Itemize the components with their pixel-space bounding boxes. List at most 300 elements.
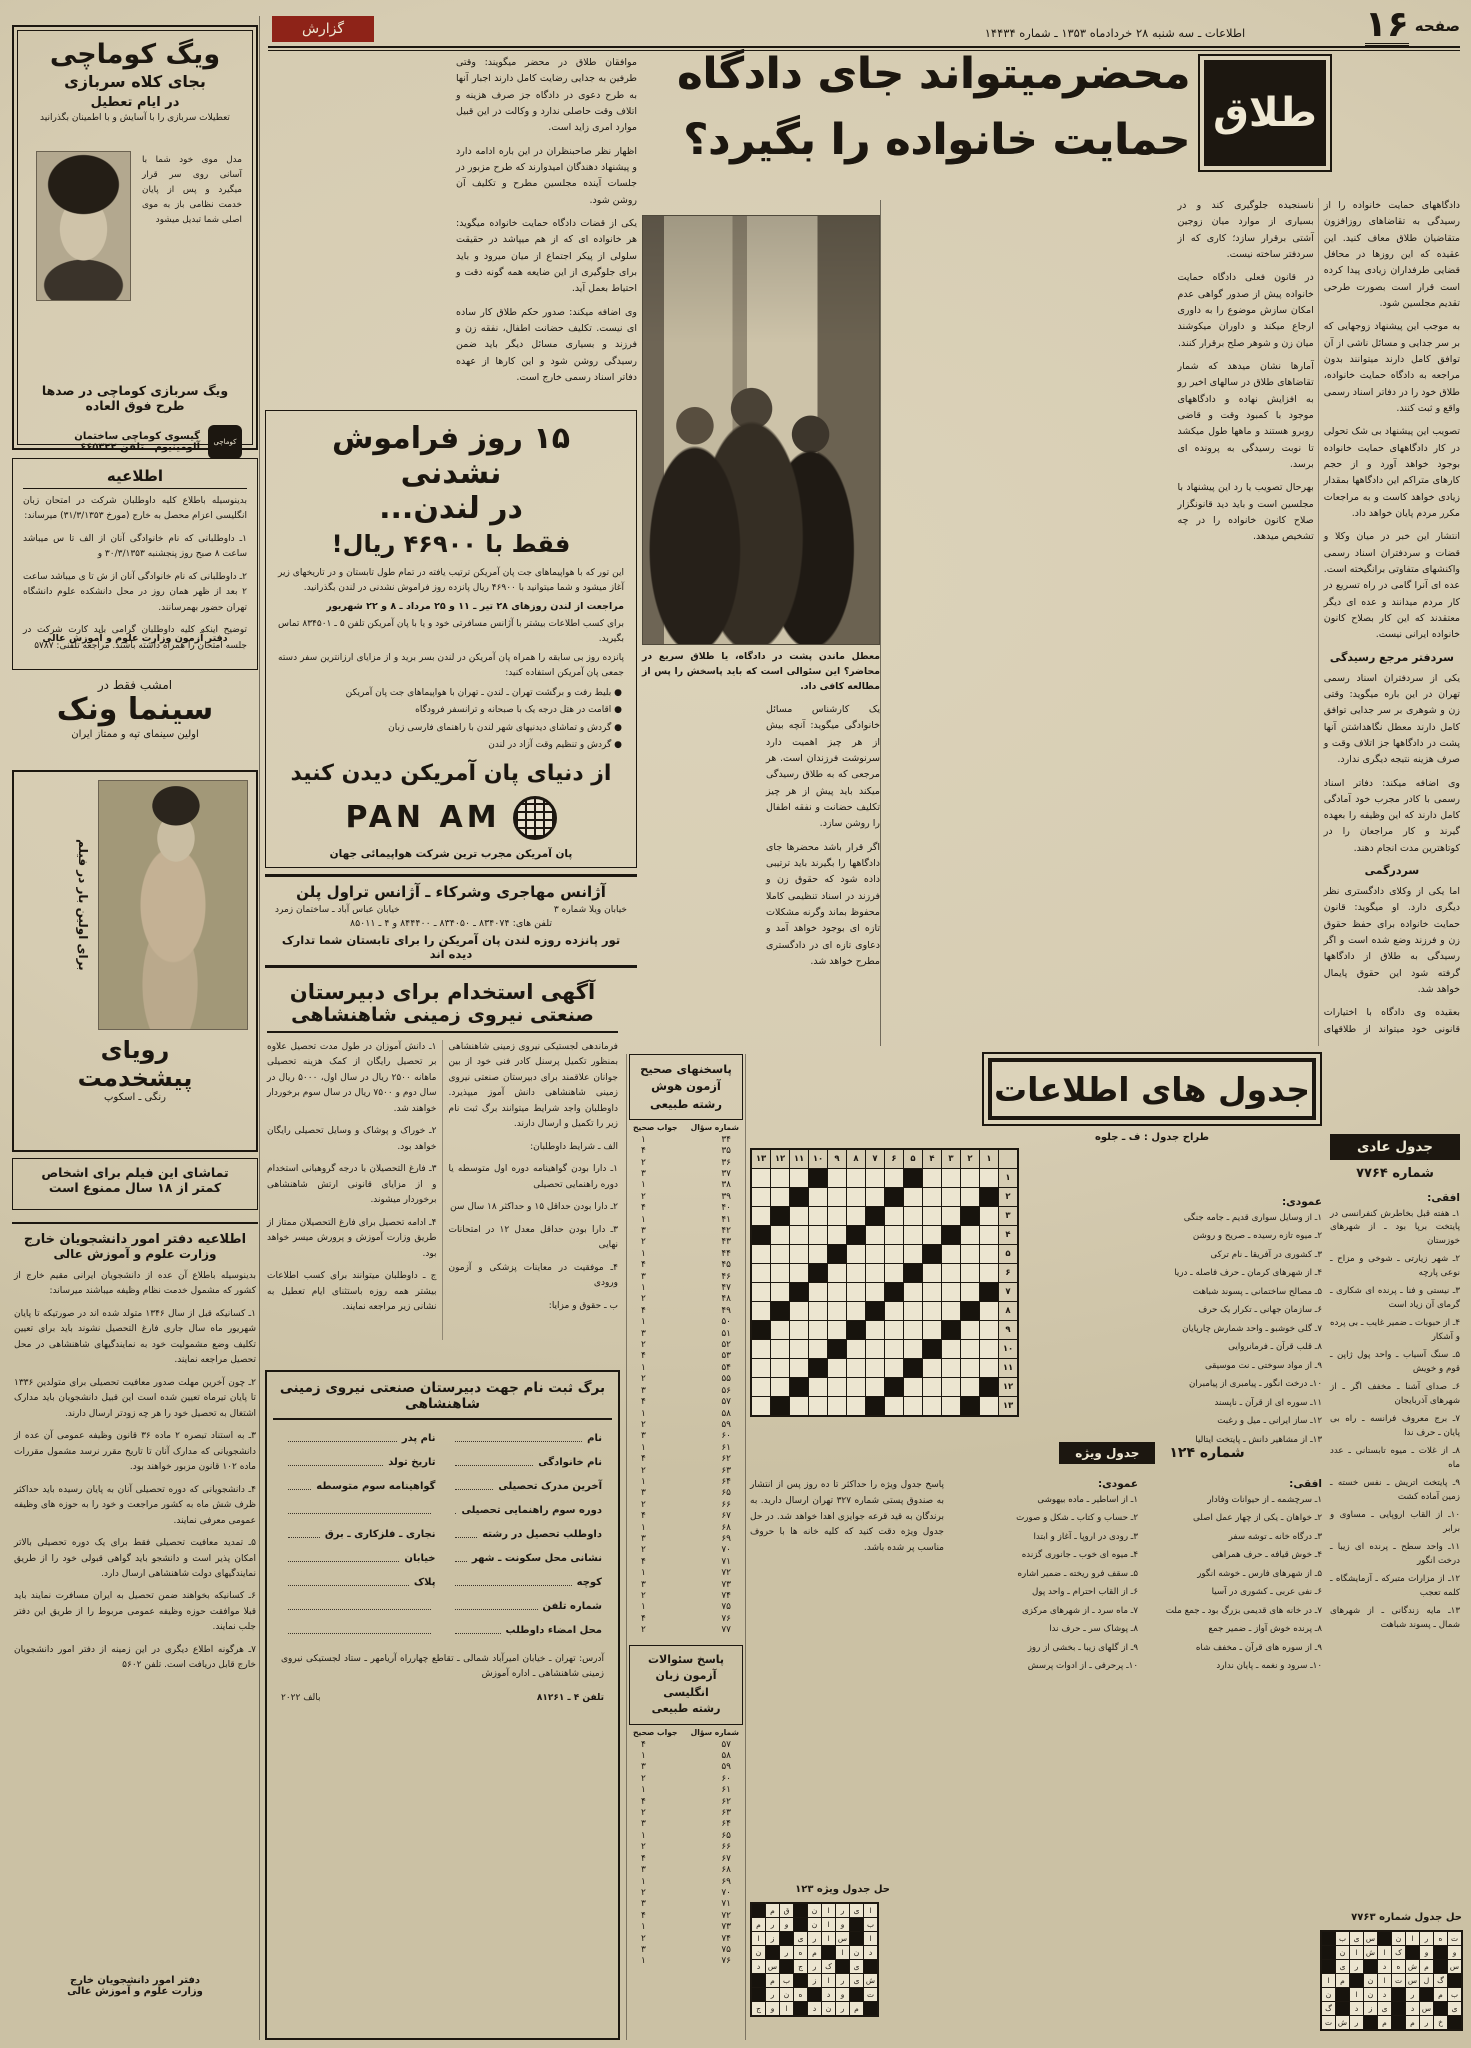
grid-number: ۵ <box>999 1245 1017 1263</box>
notice-paragraph: ۷ـ هرگونه اطلاع دیگری در این زمینه از دفتر امور دانشجویان خارج قابل دریافت است. تلفن ۵۶۰۲ <box>14 1644 256 1671</box>
special-solution-grid <box>750 1902 879 2017</box>
form-field: داوطلب تحصیل در رشته <box>450 1529 603 1540</box>
grid-cell <box>942 1283 960 1301</box>
notice-paragraph: ب ـ حقوق و مزایا: <box>548 1300 618 1311</box>
grid-cell: ر <box>1350 2016 1363 2029</box>
grid-cell <box>961 1340 979 1358</box>
photo-caption: معطل ماندن پشت در دادگاه، یا طلاق سریع در محاضر؟ این سئوالی است که باید پاسخش را پس از مطالعه کافی داد. <box>642 651 880 692</box>
crossword-clue: ۱۰ـ از القاب اروپایی ـ مساوی و برابر <box>1330 1510 1460 1534</box>
answer-key-row: ۶۵ ۱ <box>641 1830 731 1841</box>
grid-cell: ا <box>1350 1988 1363 2001</box>
grid-cell <box>866 1321 884 1339</box>
answer-key-row: ۶۴ ۳ <box>641 1819 731 1830</box>
black-cell <box>771 1302 789 1320</box>
grid-cell <box>771 1169 789 1187</box>
answer-key-row: ۶۹ ۳ <box>641 1533 731 1544</box>
grid-cell: و <box>780 1918 793 1931</box>
black-cell <box>904 1264 922 1282</box>
grid-cell: ا <box>1322 1974 1335 1987</box>
panam-headline2: در لندن... <box>379 491 523 526</box>
grid-cell: ی <box>850 1904 863 1917</box>
grid-number: ۳ <box>999 1207 1017 1225</box>
grid-number: ۱۳ <box>999 1397 1017 1415</box>
black-cell <box>780 1960 793 1973</box>
black-cell <box>885 1188 903 1206</box>
grid-cell: ن <box>780 1988 793 2001</box>
answer-key-row: ۷۵ ۱ <box>641 1602 731 1613</box>
recruitment-title1: آگهی استخدام برای دبیرستان <box>289 980 596 1004</box>
form-field <box>283 1505 436 1516</box>
crossword-clue: ۱۳ـ مایه زندگانی ـ از شهرهای شمال ـ پسوند شباهت <box>1330 1606 1460 1630</box>
header-rule-top <box>268 46 1460 48</box>
black-cell <box>1448 2016 1461 2029</box>
black-cell <box>752 1321 770 1339</box>
grid-cell <box>961 1245 979 1263</box>
black-cell <box>1434 1946 1447 1959</box>
answer-key-row: ۶۷ ۴ <box>641 1511 731 1522</box>
grid-cell: ی <box>1336 1960 1349 1973</box>
grid-cell <box>752 1397 770 1415</box>
grid-cell <box>923 1359 941 1377</box>
down-clues-title: عمودی: <box>1281 1196 1322 1208</box>
grid-cell: گ <box>1434 1974 1447 1987</box>
grid-cell: ز <box>1364 2002 1377 2015</box>
wig-ad-title: ویگ کوماچی <box>49 39 221 70</box>
grid-cell: ا <box>822 1904 835 1917</box>
grid-cell <box>942 1302 960 1320</box>
grid-cell <box>961 1264 979 1282</box>
exam-notice-title: اطلاعیه <box>23 467 247 489</box>
grid-cell: ا <box>1350 1946 1363 1959</box>
form-fields <box>273 1433 612 1636</box>
black-cell <box>942 1321 960 1339</box>
grid-cell <box>866 1245 884 1263</box>
grid-cell: ش <box>1337 2018 1348 2027</box>
grid-cell <box>904 1321 922 1339</box>
photo-column-divider <box>880 200 881 1046</box>
answer-key-row: ۶۶ ۲ <box>641 1842 731 1853</box>
grid-cell <box>866 1340 884 1358</box>
grid-cell <box>752 1283 770 1301</box>
article-subhead: سردرگمی <box>1364 864 1420 878</box>
question-number-label2: شماره سؤال <box>690 1727 739 1737</box>
grid-cell: د <box>864 1946 877 1959</box>
form-row <box>283 1577 602 1588</box>
grid-number: ۷ <box>999 1283 1017 1301</box>
grid-number: ۱۳ <box>752 1150 770 1168</box>
grid-cell <box>847 1264 865 1282</box>
english-answers-header-line3: رشته طبیعی <box>651 1702 721 1716</box>
article-columns-top-left <box>265 55 637 403</box>
cinema-ad-line2: اولین سینمای تپه و ممتاز ایران <box>71 729 199 740</box>
article-paragraph: بهرحال تصویب یا رد این پیشنهاد با مجلسین است و باید دید قانونگزار صلاح کانون خانواده را در چه تشخیص میدهد. <box>1177 482 1314 543</box>
wig-model-photo <box>36 151 131 301</box>
report-badge: گزارش <box>272 16 374 42</box>
iq-answers-header-line1: پاسخنهای صحیح <box>640 1062 732 1076</box>
grid-number: ۱ <box>999 1169 1017 1187</box>
grid-cell: ی <box>850 1974 863 1987</box>
grid-cell <box>980 1302 998 1320</box>
answer-key-row: ۵۷ ۴ <box>641 1739 731 1750</box>
grid-cell <box>752 1264 770 1282</box>
grid-cell: س <box>1365 1934 1376 1943</box>
answer-key-row: ۷۳ ۱ <box>641 1922 731 1933</box>
movie-tech-label: رنگی ـ اسکوپ <box>103 1092 167 1103</box>
grid-cell <box>923 1207 941 1225</box>
form-field: خیابان <box>283 1553 436 1564</box>
grid-cell: خ <box>1434 2016 1447 2029</box>
grid-cell <box>752 1302 770 1320</box>
left-rail-divider <box>259 16 260 2040</box>
movie-title-line1: رویای <box>100 1036 170 1064</box>
grid-cell <box>847 1397 865 1415</box>
crossword-clue: ۵ـ سنگ آسیاب ـ واحد پول ژاپن ـ قوم و خویش <box>1330 1350 1460 1374</box>
crossword-clue: ۷ـ ماه سرد ـ از شهرهای مرکزی <box>1021 1605 1138 1616</box>
black-cell <box>809 1264 827 1282</box>
grid-cell <box>828 1264 846 1282</box>
black-cell <box>809 1359 827 1377</box>
grid-cell <box>809 1378 827 1396</box>
article-paragraph: وی اضافه میکند: صدور حکم طلاق کار ساده ای نیست. تکلیف حضانت اطفال، نفقه زن و فرزند و بسیاری مسائل دیگر باید ضمن رسیدگی روشن شود و این کارها از عهده دفاتر اسناد رسمی خارج است. <box>456 306 637 383</box>
grid-cell: ی <box>794 1932 807 1945</box>
grid-cell <box>828 1397 846 1415</box>
grid-cell: ر <box>1406 1988 1419 2001</box>
grid-cell <box>961 1359 979 1377</box>
form-address-note: آدرس: تهران ـ خیابان امیرآباد شمالی ـ تقاطع چهارراه آریامهر ـ ستاد لجستیکی نیروی زمینی شاهنشاهی ـ اداره آموزش <box>281 1654 604 1680</box>
crossword-grid-7764 <box>750 1148 1019 1417</box>
grid-cell: ب <box>864 1918 877 1931</box>
grid-cell <box>809 1302 827 1320</box>
grid-number <box>999 1150 1017 1168</box>
grid-cell: ر <box>1420 1932 1433 1945</box>
grid-cell <box>828 1378 846 1396</box>
answer-key-row: ۶۹ ۱ <box>641 1876 731 1887</box>
grid-cell <box>980 1226 998 1244</box>
black-cell <box>847 1226 865 1244</box>
grid-number: ۲ <box>961 1150 979 1168</box>
grid-cell <box>942 1169 960 1187</box>
grid-cell: ر <box>766 1918 779 1931</box>
crossword-clue: ۴ـ میوه ای خوب ـ جانوری گزنده <box>1021 1550 1138 1561</box>
article-columns-main <box>885 198 1460 1046</box>
crossword-clue: ۶ـ از القاب احترام ـ واحد پول <box>1032 1587 1138 1598</box>
grid-cell: ش <box>1407 1962 1418 1971</box>
grid-cell: د <box>822 1988 835 2001</box>
black-cell <box>808 1988 821 2001</box>
grid-cell: م <box>1434 1988 1447 2001</box>
black-cell <box>790 1188 808 1206</box>
black-cell <box>794 2002 807 2015</box>
grid-cell: ن <box>808 1918 821 1931</box>
grid-cell <box>923 1188 941 1206</box>
english-answers-header-line2: آزمون زبان انگلیسی <box>655 1669 717 1699</box>
grid-number: ۱۱ <box>790 1150 808 1168</box>
article-paragraph: تصویب این پیشنهاد بی شک تحولی در کار دادگاههای حمایت خانواده بوجود خواهد آورد و از حجم کارهای متراکم این دادگاهها بمقدار زیادی خواهد کاست و به مراجعات مکرر مردم پایان خواهد داد. <box>1323 426 1460 519</box>
black-cell <box>1364 2016 1377 2029</box>
article-paragraph: وی اضافه میکند: دفاتر اسناد رسمی با کادر مجرب خود آمادگی کامل دارند که این وظیفه را بعهده گیرند و کار مراجعان را در کوتاهترین مدت انجام دهند. <box>1323 777 1460 854</box>
grid-cell <box>790 1226 808 1244</box>
black-cell <box>771 1207 789 1225</box>
grid-cell <box>885 1207 903 1225</box>
ad-bullet-item: ● اقامت در هتل درجه یک با صبحانه و ترانسفر فرودگاه <box>415 705 622 716</box>
answer-key-row: ۳۶ ۲ <box>641 1157 731 1168</box>
grid-cell <box>828 1169 846 1187</box>
grid-cell <box>866 1188 884 1206</box>
grid-cell <box>809 1283 827 1301</box>
crossword-clue: ۶ـ نفی عربی ـ کشوری در آسیا <box>1211 1587 1322 1598</box>
black-cell <box>794 1904 807 1917</box>
iq-answers-header-line3: رشته طبیعی <box>650 1096 722 1111</box>
black-cell <box>836 1960 849 1973</box>
grid-number: ۴ <box>923 1150 941 1168</box>
answer-key-row: ۴۶ ۳ <box>641 1271 731 1282</box>
form-field: شماره تلفن <box>450 1601 603 1612</box>
panam-tagline: پان آمریکن مجرب ترین شرکت هواپیمائی جهان <box>329 847 573 860</box>
puzzle-designer-credit: طراح جدول : ف ـ جلوه <box>1094 1132 1210 1143</box>
grid-cell <box>961 1321 979 1339</box>
black-cell <box>847 1321 865 1339</box>
crossword-clue: ۳ـ رودی در اروپا ـ آغاز و ابتدا <box>1033 1531 1138 1542</box>
grid-cell: ا <box>836 1946 849 1959</box>
grid-cell: ش <box>1365 1948 1376 1957</box>
grid-cell <box>752 1378 770 1396</box>
grid-cell <box>866 1378 884 1396</box>
travel-address2: خیابان عباس آباد ـ ساختمان زمرد <box>275 905 400 915</box>
grid-cell <box>866 1264 884 1282</box>
correct-answer-label: جواب صحیح <box>633 1122 678 1132</box>
grid-cell: ا <box>1378 1946 1391 1959</box>
grid-cell: د <box>808 2002 821 2015</box>
black-cell <box>794 1974 807 1987</box>
crossword-clue: ۲ـ خواهان ـ یکی از چهار عمل اصلی <box>1193 1513 1322 1524</box>
crossword-clue: ۴ـ خوش قیافه ـ حرف همراهی <box>1211 1550 1322 1561</box>
answer-key-row: ۷۴ ۲ <box>641 1933 731 1944</box>
grid-cell <box>771 1359 789 1377</box>
grid-number: ۱۲ <box>999 1378 1017 1396</box>
special-solution-label: حل جدول ویژه ۱۲۳ <box>795 1884 890 1895</box>
grid-cell <box>752 1169 770 1187</box>
black-cell <box>904 1169 922 1187</box>
grid-cell <box>790 1207 808 1225</box>
answer-key-row: ۵۹ ۲ <box>641 1419 731 1430</box>
answer-key-row: ۶۲ ۴ <box>641 1454 731 1465</box>
travel-title: آژانس مهاجری وشرکاء ـ آژانس تراول پلن <box>296 883 606 901</box>
crossword-clue: ۸ـ پرنده خوش آواز ـ ضمیر جمع <box>1208 1624 1322 1635</box>
notice-paragraph: ۲ـ داوطلبانی که نام خانوادگی آنان از ش تا ی میباشد ساعت ۲ بعد از ظهر همان روز در محل دانشکده علوم دانشگاه تهران حضور بهمرسانند. <box>23 571 247 613</box>
grid-cell <box>942 1188 960 1206</box>
black-cell <box>850 1932 863 1945</box>
grid-cell: ه <box>1434 1932 1447 1945</box>
answer-key-row: ۶۳ ۲ <box>641 1465 731 1476</box>
answer-key-row: ۳۹ ۲ <box>641 1191 731 1202</box>
grid-cell <box>771 1245 789 1263</box>
notice-paragraph: ۳ـ دارا بودن حداقل معدل ۱۲ در امتحانات نهایی <box>448 1224 618 1251</box>
answer-key-row: ۷۱ ۳ <box>641 1899 731 1910</box>
crossword-clue: ۳ـ کشوری در آفریقا ـ نام ترکی <box>1210 1249 1322 1260</box>
black-cell <box>885 1378 903 1396</box>
grid-cell <box>923 1321 941 1339</box>
grid-cell: م <box>752 1918 765 1931</box>
grid-cell: ی <box>1378 2002 1391 2015</box>
grid-cell <box>961 1283 979 1301</box>
ad-bullet-item: ● بلیط رفت و برگشت تهران ـ لندن ـ تهران با هواپیماهای جت پان آمریکن <box>345 688 622 699</box>
crossword-clue: ۵ـ مصالح ساختمانی ـ پسوند شباهت <box>1192 1286 1322 1297</box>
grid-number: ۷ <box>866 1150 884 1168</box>
students-notice-body <box>14 1269 256 1969</box>
crossword-clue: ۹ـ از گلهای زیبا ـ بخشی از روز <box>1027 1642 1138 1653</box>
grid-cell <box>942 1378 960 1396</box>
answer-key-row: ۷۶ ۴ <box>641 1613 731 1624</box>
notice-paragraph: توضیح اینکه کلیه داوطلبان گرامی باید کارت شرکت در جلسه امتحان را همراه داشته باشند. مراجعه تلفنی: ۵۷۸۷ <box>23 625 247 651</box>
grid-cell <box>809 1340 827 1358</box>
grid-cell <box>809 1397 827 1415</box>
grid-cell: م <box>766 1974 779 1987</box>
black-cell <box>766 1946 779 1959</box>
grid-cell <box>809 1188 827 1206</box>
grid-cell <box>828 1207 846 1225</box>
masthead-info: اطلاعات ـ سه شنبه ۲۸ خردادماه ۱۳۵۳ ـ شماره ۱۴۴۳۴ <box>984 26 1246 40</box>
wig-ad <box>12 25 258 453</box>
answer-key-row: ۷۲ ۴ <box>641 1910 731 1921</box>
form-field: کوچه <box>450 1577 603 1588</box>
article-paragraph: اگر قرار باشد محضرها جای دادگاهها را بگیرند باید ترتیبی داده شود که حقوق زن و فرزند در اسناد تنظیمی کاملا محفوظ بماند وگرنه مشکلات تازه ای بوجود خواهد آمد و دعاوی تازه ای در دادگستری مطرح خواهد شد. <box>766 841 880 967</box>
special-puzzle-number: شماره ۱۲۴ <box>1169 1445 1245 1461</box>
crossword-clue: ۳ـ درگاه خانه ـ توشه سفر <box>1228 1531 1322 1542</box>
grid-number: ۱ <box>980 1150 998 1168</box>
answer-key-row: ۶۲ ۴ <box>641 1796 731 1807</box>
black-cell <box>850 1988 863 2001</box>
wig-ad-sub3: تعطیلات سربازی را با آسایش و با اطمینان بگذرانید <box>40 113 230 123</box>
form-field: آخرین مدرک تحصیلی <box>450 1481 603 1492</box>
grid-cell: ا <box>1378 1974 1391 1987</box>
grid-number: ۱۲ <box>771 1150 789 1168</box>
grid-cell <box>942 1264 960 1282</box>
black-cell <box>864 1960 877 1973</box>
grid-cell: م <box>850 2002 863 2015</box>
notice-paragraph: ۴ـ ادامه تحصیل برای فارغ التحصیلان ممتاز از طریق وزارت آموزش و پرورش میسر خواهد بود. <box>267 1217 437 1259</box>
black-cell <box>809 1169 827 1187</box>
form-title: برگ ثبت نام جهت دبیرستان صنعتی نیروی زمینی شاهنشاهی <box>273 1380 612 1420</box>
panam-globe-icon <box>513 796 557 840</box>
grid-cell: ش <box>865 1976 876 1985</box>
article-paragraph: یک کارشناس مسائل خانوادگی میگوید: آنچه بیش از هر چیز اهمیت دارد سرنوشت فرزندان است. هر مرجعی که به طلاق رسیدگی میکند باید پیش از هر چیز تکلیف حضانت و نفقه اطفال را روشن سازد. <box>766 704 880 830</box>
grid-cell: ت <box>1448 1932 1461 1945</box>
grid-cell: ه <box>794 1946 807 1959</box>
grid-cell <box>942 1359 960 1377</box>
crossword-clue: ۱۱ـ سوره ای از قرآن ـ ناپسند <box>1214 1397 1322 1408</box>
grid-cell <box>771 1283 789 1301</box>
crossword-clue: ۱ـ سرچشمه ـ از حیوانات وفادار <box>1207 1495 1322 1505</box>
grid-cell <box>923 1169 941 1187</box>
black-cell <box>1350 1974 1363 1987</box>
answer-key-row: ۴۰ ۴ <box>641 1203 731 1214</box>
answer-key-row: ۵۴ ۱ <box>641 1362 731 1373</box>
black-cell <box>790 1283 808 1301</box>
grid-cell <box>961 1188 979 1206</box>
black-cell <box>1406 1946 1419 1959</box>
recruitment-ad <box>265 976 620 1364</box>
notice-paragraph: ۵ـ تمدید معافیت تحصیلی فقط برای یک دوره تحصیلی بالاتر امکان پذیر است و دانشجو باید گواهی قبولی خود را از طریق نمایندگیهای دولت شاهنشاهی ارسال دارد. <box>14 1538 256 1579</box>
form-field: نجاری ـ فلزکاری ـ برق <box>283 1529 436 1540</box>
wig-ad-slogan: ویگ سربازی کوماچی در صدها طرح فوق العاده <box>41 383 229 413</box>
black-cell <box>1434 2002 1447 2015</box>
grid-number: ۹ <box>999 1321 1017 1339</box>
grid-cell <box>790 1169 808 1187</box>
black-cell <box>864 2002 877 2015</box>
form-field: پلاک <box>283 1577 436 1588</box>
grid-cell: ت <box>1392 1974 1405 1987</box>
grid-cell <box>980 1169 998 1187</box>
grid-cell <box>809 1207 827 1225</box>
answer-key-row: ۷۰ ۲ <box>641 1545 731 1556</box>
black-cell <box>1434 1960 1447 1973</box>
grid-cell <box>847 1169 865 1187</box>
grid-cell <box>923 1264 941 1282</box>
grid-number: ۵ <box>904 1150 922 1168</box>
answer-key-row: ۶۳ ۲ <box>641 1808 731 1819</box>
grid-cell: و <box>836 1988 849 2001</box>
panam-body: این تور که با هواپیماهای جت پان آمریکن ترتیب یافته در تمام طول تابستان و در تاریخهای زیر آغاز میشود و شما میتوانید با ۴۶۹۰۰ ریال پانزده روز فراموش نشدنی در لندن بگذرانید. <box>278 568 624 593</box>
grid-cell: ا <box>780 2002 793 2015</box>
form-field: نام پدر <box>283 1433 436 1444</box>
notice-paragraph: ج ـ داوطلبان میتوانند برای کسب اطلاعات بیشتر همه روزه باستثنای ایام تعطیل به نشانی زیر مراجعه نمایند. <box>267 1271 437 1313</box>
article-paragraph: بعقیده وی دادگاه با اختیارات قانونی خود میتواند از طلاقهای ناسنجیده جلوگیری کند و در بسیاری از موارد میان زوجین آشتی برقرار سازد؛ کاری که از سردفتر ساخته نیست. <box>1177 200 1460 1035</box>
notice-paragraph: ۱ـ کسانیکه قبل از سال ۱۳۴۶ متولد شده اند در صورتیکه تا پایان شهریور ماه سال جاری فارغ التحصیل نشوند باید برای تعیین تکلیف وضع مشمولیت خود به نمایندگیهای شاهنشاهی در محل تحصیل مراجعه نمایند. <box>14 1308 257 1366</box>
answer-key-row: ۵۵ ۲ <box>641 1374 731 1385</box>
wig-ad-note: مدل موی خود شما با آسانی روی سر قرار میگیرد و پس از پایان خدمت نظامی باز به موی اصلی شما تبدیل میشود <box>142 155 242 225</box>
crossword-clue: ۱ـ از وسایل سواری قدیم ـ جامه جنگی <box>1183 1213 1322 1223</box>
answer-key-row: ۷۰ ۲ <box>641 1887 731 1898</box>
grid-cell: ی <box>1350 1932 1363 1945</box>
answer-key-row: ۳۸ ۱ <box>641 1180 731 1191</box>
crossword-clue: ۶ـ صدای آشنا ـ مخفف اگر ـ از شهرهای آذربایجان <box>1330 1382 1460 1406</box>
grid-cell <box>885 1340 903 1358</box>
cinema-ad-title: سینما ونک <box>56 692 214 727</box>
panam-logo-text: PAN AM <box>345 800 501 836</box>
page-label: صفحه <box>1414 17 1460 35</box>
grid-cell <box>847 1340 865 1358</box>
grid-cell: س <box>1407 1976 1418 1985</box>
answer-key-row: ۵۲ ۲ <box>641 1340 731 1351</box>
grid-cell <box>923 1226 941 1244</box>
grid-number: ۴ <box>999 1226 1017 1244</box>
grid-cell <box>847 1283 865 1301</box>
notice-paragraph: بدینوسیله باطلاع کلیه داوطلبان شرکت در امتحان زبان انگلیسی اعزام محصل به خارج (مورخ ۳۱/۳/۱۳۵۳) میرساند: <box>23 496 247 522</box>
grid-cell <box>923 1283 941 1301</box>
panam-schedule: مراجعت از لندن روزهای ۲۸ تیر ـ ۱۱ و ۲۵ مرداد ـ ۸ و ۲۲ شهریور <box>326 600 624 612</box>
crossword-clue: ۵ـ از شهرهای فارس ـ خوشه انگور <box>1197 1568 1322 1579</box>
form-field: تاریخ تولد <box>283 1457 436 1468</box>
crossword-clue: ۱۲ـ از مزارات متبرکه ـ آزمایشگاه ـ کلمه تعجب <box>1330 1574 1460 1598</box>
form-phone: تلفن ۴ ـ ۸۱۲۶۱ <box>536 1692 604 1703</box>
answer-key-row: ۶۴ ۱ <box>641 1476 731 1487</box>
black-cell <box>923 1340 941 1358</box>
answer-key-row: ۴۴ ۱ <box>641 1248 731 1259</box>
crossword-clue: ۴ـ از حبوبات ـ ضمیر غایب ـ بی پرده و آشکار <box>1330 1318 1460 1342</box>
grid-cell: و <box>1420 1946 1433 1959</box>
grid-cell <box>885 1169 903 1187</box>
grid-cell: ا <box>822 1932 835 1945</box>
ad-bullet-item: ● گردش و تماشای دیدنیهای شهر لندن با راهنمای فارسی زبان <box>388 722 622 733</box>
recruitment-title2: صنعتی نیروی زمینی شاهنشاهی <box>267 1004 618 1033</box>
crossword-clue: ۲ـ شهر زیارتی ـ شوخی و مزاح ـ نوعی پارچه <box>1330 1254 1460 1278</box>
black-cell <box>771 1397 789 1415</box>
grid-cell: ه <box>1392 1960 1405 1973</box>
registration-form <box>265 1370 620 2040</box>
grid-cell <box>752 1188 770 1206</box>
grid-cell <box>828 1188 846 1206</box>
grid-cell: د <box>1378 1988 1391 2001</box>
